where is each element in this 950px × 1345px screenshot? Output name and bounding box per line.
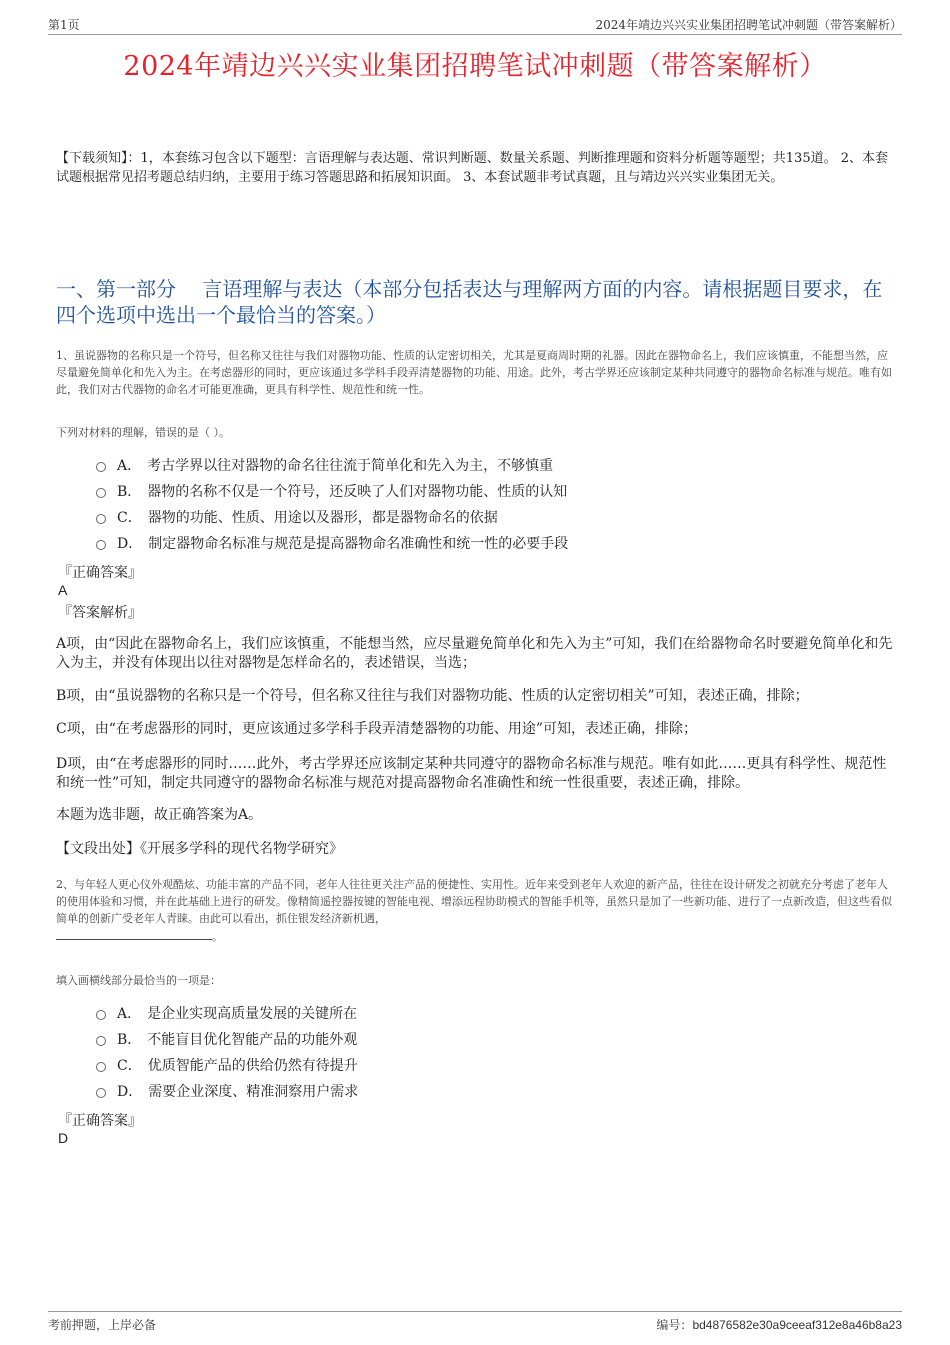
page-footer: [48, 1311, 902, 1334]
option-a[interactable]: [96, 1000, 894, 1026]
footer-slogan: 考前押题，上岸必备: [48, 1318, 157, 1332]
question-1-passage: 1、虽说器物的名称只是一个符号，但名称又往往与我们对器物功能、性质的认定密切相关，尤其是夏商周时期的礼器。因此在器物命名上，我们应该慎重，不能想当然，应尽量避免简单化和先入为主。在考虑器形的同时，更应该通过多学科手段弄清楚器物的功能、用途。此外，考古学界还应该制定某种共同遵守的器物命名标准与规范。唯有如此，我们对古代器物的命名才可能更准确，更具有科学性、规范性和统一性。: [56, 349, 892, 396]
analysis-b: [56, 687, 894, 706]
correct-answer: A: [58, 582, 68, 598]
option-d[interactable]: [96, 1078, 894, 1104]
analysis-text: A项，由“因此在器物命名上，我们应该慎重，不能想当然，应尽量避免简单化和先入为主”可知，我们在给器物命名时要避免简单化和先入为主，并没有体现出以往对器物是怎样命名的，表述错误，当选；: [56, 636, 893, 671]
option-letter: D．: [117, 536, 143, 552]
analysis-text: C项，由“在考虑器形的同时，更应该通过多学科手段弄清楚器物的功能、用途”可知，表述正确，排除；: [56, 721, 698, 737]
radio-icon[interactable]: [96, 1010, 106, 1020]
analysis-a: [56, 635, 894, 673]
radio-icon[interactable]: [96, 514, 106, 524]
option-letter: A．: [117, 458, 142, 474]
option-b[interactable]: [96, 478, 894, 504]
question-2-prompt: 填入画横线部分最恰当的一项是：: [56, 974, 221, 987]
download-notice: 【下载须知】：1，本套练习包含以下题型：言语理解与表达题、常识判断题、数量关系题、判断推理题和资料分析题等题型；共135道。 2、本套试题根据常见招考题总结归纳，主要用于练习答题思路和拓展知识面。 3、本套试题非考试真题，且与靖边兴兴实业集团无关。: [56, 151, 888, 185]
analysis-text: D项，由“在考虑器形的同时……此外，考古学界还应该制定某种共同遵守的器物命名标准与规范。唯有如此……更具有科学性、规范性和统一性”可知，制定共同遵守的器物命名标准与规范对提高器物命名准确性和统一性很重要，表述正确，排除。: [56, 756, 887, 791]
radio-icon[interactable]: [96, 1088, 106, 1098]
source-text: 【文段出处】《开展多学科的现代名物学研究》: [56, 841, 343, 857]
option-letter: C．: [117, 1058, 142, 1074]
analysis-text: 本题为选非题，故正确答案为A。: [56, 807, 263, 823]
page-number: 第1页: [48, 18, 80, 32]
radio-icon[interactable]: [96, 488, 106, 498]
option-letter: B．: [117, 484, 142, 500]
radio-icon[interactable]: [96, 1062, 106, 1072]
option-text: 需要企业深度、精准洞察用户需求: [148, 1084, 359, 1100]
passage-text: 2、与年轻人更心仪外观酷炫、功能丰富的产品不同，老年人往往更关注产品的便捷性、实用性。近年来受到老年人欢迎的新产品，往往在设计研发之初就充分考虑了老年人的使用体验和习惯，并在此基础上进行的研发。像精简遥控器按键的智能电视、增添远程协助模式的智能手机等，虽然只是加了一些新功能、进行了一点新改造，但这些看似简单的创新广受老年人青睐。由此可以看出，抓住银发经济新机遇，: [56, 878, 892, 925]
option-c[interactable]: [96, 1052, 894, 1078]
option-b[interactable]: [96, 1026, 894, 1052]
passage-end: 。: [212, 930, 223, 943]
code-value: bd4876582e30a9ceeaf312e8a46b8a23: [692, 1318, 902, 1332]
analysis-d: [56, 755, 894, 793]
option-text: 器物的名称不仅是一个符号，还反映了人们对器物功能、性质的认知: [147, 484, 568, 500]
radio-icon[interactable]: [96, 1036, 106, 1046]
option-letter: A．: [117, 1006, 142, 1022]
option-a[interactable]: [96, 452, 894, 478]
option-d[interactable]: [96, 530, 894, 556]
option-letter: B．: [117, 1032, 142, 1048]
answer-label: 『正确答案』: [58, 1113, 142, 1129]
header-doc-name: 2024年靖边兴兴实业集团招聘笔试冲刺题（带答案解析）: [595, 18, 902, 32]
source-note: [56, 840, 894, 859]
question-2-options: [96, 1000, 894, 1104]
analysis-c: [56, 720, 894, 739]
option-text: 不能盲目优化智能产品的功能外观: [147, 1032, 358, 1048]
document-title: 2024年靖边兴兴实业集团招聘笔试冲刺题（带答案解析）: [123, 51, 827, 82]
option-text: 是企业实现高质量发展的关键所在: [147, 1006, 358, 1022]
option-text: 考古学界以往对器物的命名往往流于简单化和先入为主，不够慎重: [147, 458, 554, 474]
option-letter: D．: [117, 1084, 143, 1100]
option-text: 器物的功能、性质、用途以及器形，都是器物命名的依据: [147, 510, 498, 526]
radio-icon[interactable]: [96, 540, 106, 550]
correct-answer: D: [58, 1130, 69, 1146]
radio-icon[interactable]: [96, 462, 106, 472]
question-1-options: [96, 452, 894, 556]
section-title: 一、第一部分 言语理解与表达（本部分包括表达与理解两方面的内容。请根据题目要求，在四个选项中选出一个最恰当的答案。）: [56, 277, 883, 327]
answer-label: 『正确答案』: [58, 565, 142, 581]
fill-blank[interactable]: [56, 927, 212, 940]
page-header: [48, 14, 902, 35]
question-2-passage: [56, 876, 894, 945]
option-text: 优质智能产品的供给仍然有待提升: [147, 1058, 358, 1074]
option-text: 制定器物命名标准与规范是提高器物命名准确性和统一性的必要手段: [148, 536, 569, 552]
footer-code: [656, 1316, 902, 1333]
analysis-label: 『答案解析』: [58, 605, 142, 621]
analysis-text: B项，由“虽说器物的名称只是一个符号，但名称又往往与我们对器物功能、性质的认定密切相关”可知，表述正确，排除；: [56, 688, 809, 704]
analysis-conclusion: [56, 806, 894, 825]
question-1-prompt: 下列对材料的理解，错误的是（ ）。: [56, 426, 230, 439]
option-c[interactable]: [96, 504, 894, 530]
code-label: 编号：: [656, 1318, 693, 1332]
option-letter: C．: [117, 510, 142, 526]
